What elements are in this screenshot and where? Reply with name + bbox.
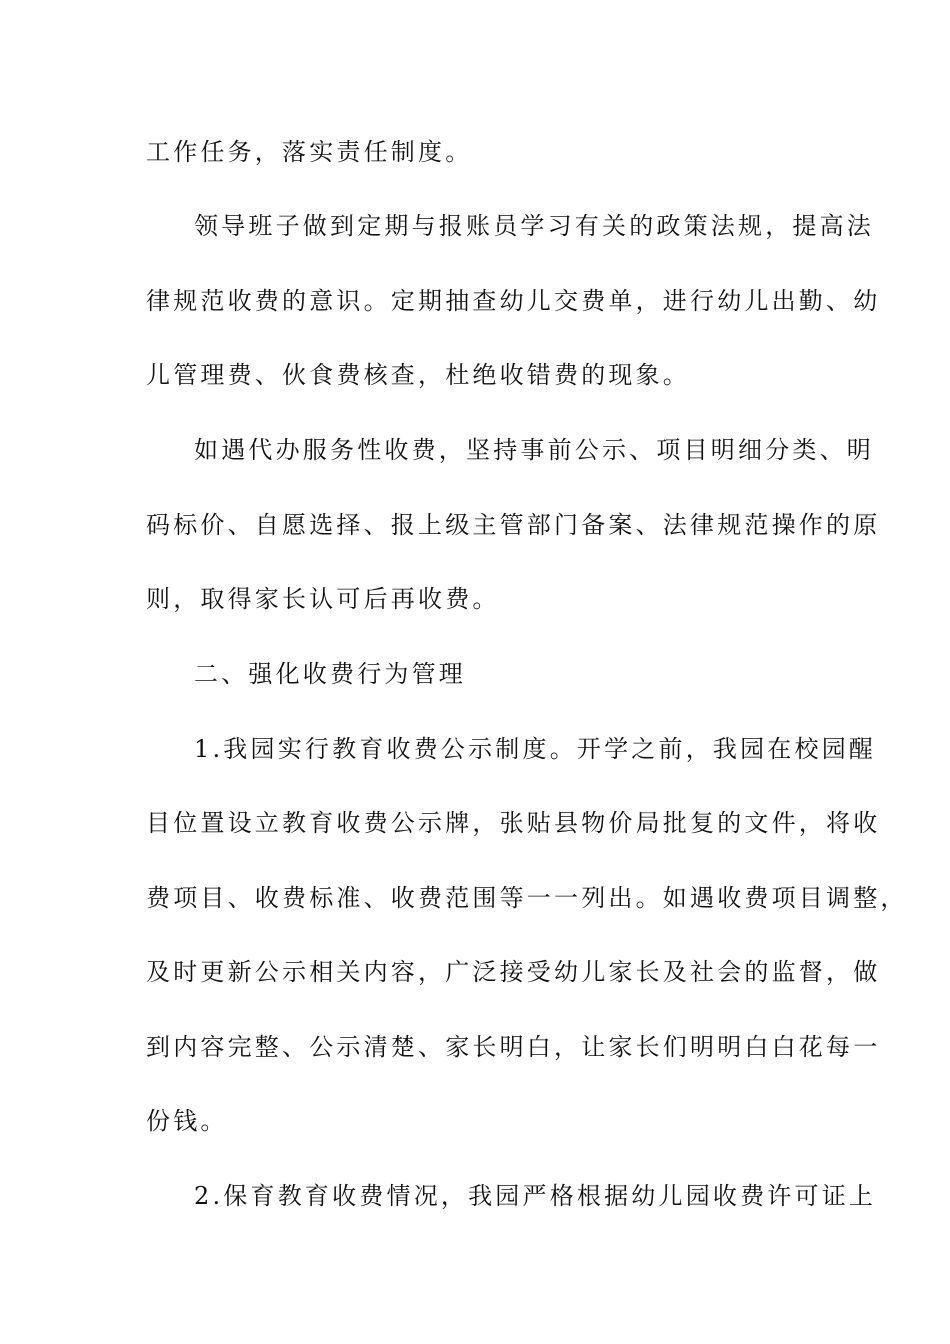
section-heading: 二、强化收费行为管理: [194, 660, 466, 688]
paragraph-start-line: 如遇代办服务性收费，坚持事前公示、项目明细分类、明: [194, 436, 874, 464]
text-line: 目位置设立教育收费公示牌，张贴县物价局批复的文件，将收: [146, 809, 881, 837]
text-line: 码标价、自愿选择、报上级主管部门备案、法律规范操作的原: [146, 511, 881, 539]
text-line: 工作任务，落实责任制度。: [146, 138, 473, 166]
text-line: 及时更新公示相关内容，广泛接受幼儿家长及社会的监督，做: [146, 958, 881, 986]
text-line: 份钱。: [146, 1107, 228, 1135]
text-line: 儿管理费、伙食费核查，杜绝收错费的现象。: [146, 361, 690, 389]
paragraph-start-line: 2.保育教育收费情况，我园严格根据幼儿园收费许可证上: [194, 1182, 877, 1210]
text-line: 到内容完整、公示清楚、家长明白，让家长们明明白白花每一: [146, 1033, 881, 1061]
paragraph-start-line: 1.我园实行教育收费公示制度。开学之前，我园在校园醒: [194, 735, 877, 763]
text-line: 则，取得家长认可后再收费。: [146, 585, 500, 613]
text-line: 律规范收费的意识。定期抽查幼儿交费单，进行幼儿出勤、幼: [146, 287, 881, 315]
text-line: 费项目、收费标准、收费范围等一一列出。如遇收费项目调整，: [146, 884, 908, 912]
paragraph-start-line: 领导班子做到定期与报账员学习有关的政策法规，提高法: [194, 212, 874, 240]
